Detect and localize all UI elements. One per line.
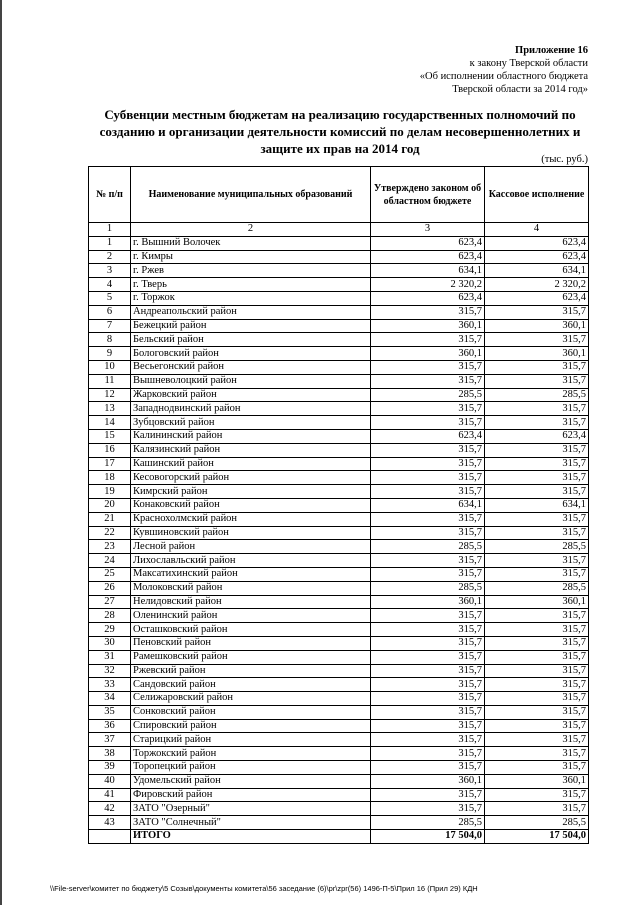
table-row	[89, 333, 589, 347]
municipality-name: Сандовский район	[131, 678, 371, 692]
row-number: 18	[89, 471, 131, 485]
row-number: 13	[89, 402, 131, 416]
title-line-3: защите их прав на 2014 год	[260, 141, 420, 156]
municipality-name: Торопецкий район	[131, 761, 371, 775]
municipality-name: Удомельский район	[131, 774, 371, 788]
table-row	[89, 636, 589, 650]
approved-amount: 315,7	[371, 305, 485, 319]
municipality-name: Кимрский район	[131, 485, 371, 499]
table-row	[89, 747, 589, 761]
header-executed: Кассовое исполнение	[485, 167, 589, 223]
approved-amount: 623,4	[371, 429, 485, 443]
executed-amount: 623,4	[485, 429, 589, 443]
executed-amount: 285,5	[485, 581, 589, 595]
row-number: 35	[89, 705, 131, 719]
approved-amount: 315,7	[371, 705, 485, 719]
municipality-name: Селижаровский район	[131, 692, 371, 706]
table-body	[89, 223, 589, 844]
row-number: 23	[89, 540, 131, 554]
title-line-1: Субвенции местным бюджетам на реализацию государственных полномочий по	[104, 107, 576, 122]
header-name: Наименование муниципальных образований	[131, 167, 371, 223]
row-number: 27	[89, 595, 131, 609]
row-number: 16	[89, 443, 131, 457]
approved-amount: 315,7	[371, 761, 485, 775]
executed-amount: 360,1	[485, 774, 589, 788]
header-num: № п/п	[89, 167, 131, 223]
table-row	[89, 498, 589, 512]
executed-amount: 360,1	[485, 595, 589, 609]
approved-amount: 315,7	[371, 747, 485, 761]
approved-amount: 315,7	[371, 554, 485, 568]
executed-amount: 315,7	[485, 443, 589, 457]
row-number: 15	[89, 429, 131, 443]
municipality-name: г. Торжок	[131, 291, 371, 305]
appendix-line-3: Тверской области за 2014 год»	[452, 84, 588, 95]
row-number: 7	[89, 319, 131, 333]
total-row	[89, 830, 589, 844]
row-number: 19	[89, 485, 131, 499]
approved-amount: 315,7	[371, 402, 485, 416]
row-number: 8	[89, 333, 131, 347]
approved-amount: 315,7	[371, 664, 485, 678]
total-label: ИТОГО	[131, 830, 371, 844]
executed-amount: 285,5	[485, 540, 589, 554]
total-approved: 17 504,0	[371, 830, 485, 844]
executed-amount: 315,7	[485, 567, 589, 581]
row-number: 32	[89, 664, 131, 678]
approved-amount: 315,7	[371, 416, 485, 430]
municipality-name: Вышневолоцкий район	[131, 374, 371, 388]
approved-amount: 360,1	[371, 774, 485, 788]
municipality-name: Пеновский район	[131, 636, 371, 650]
column-number: 3	[371, 223, 485, 237]
executed-amount: 285,5	[485, 816, 589, 830]
row-number: 1	[89, 236, 131, 250]
column-number-row	[89, 223, 589, 237]
row-number: 42	[89, 802, 131, 816]
municipality-name: Старицкий район	[131, 733, 371, 747]
approved-amount: 285,5	[371, 388, 485, 402]
approved-amount: 634,1	[371, 498, 485, 512]
municipality-name: Андреапольский район	[131, 305, 371, 319]
column-number: 1	[89, 223, 131, 237]
municipality-name: Зубцовский район	[131, 416, 371, 430]
row-number: 25	[89, 567, 131, 581]
table-row	[89, 374, 589, 388]
executed-amount: 315,7	[485, 761, 589, 775]
row-number: 21	[89, 512, 131, 526]
appendix-line-1: к закону Тверской области	[469, 58, 588, 69]
appendix-line-2: «Об исполнении областного бюджета	[419, 71, 588, 82]
approved-amount: 315,7	[371, 374, 485, 388]
table-row	[89, 416, 589, 430]
table-row	[89, 388, 589, 402]
approved-amount: 315,7	[371, 360, 485, 374]
table-row	[89, 526, 589, 540]
municipality-name: Конаковский район	[131, 498, 371, 512]
table-row	[89, 650, 589, 664]
row-number: 10	[89, 360, 131, 374]
municipality-name: ЗАТО "Озерный"	[131, 802, 371, 816]
executed-amount: 315,7	[485, 788, 589, 802]
approved-amount: 315,7	[371, 788, 485, 802]
appendix-header	[420, 44, 588, 96]
approved-amount: 285,5	[371, 581, 485, 595]
approved-amount: 315,7	[371, 512, 485, 526]
row-number: 26	[89, 581, 131, 595]
table-row	[89, 457, 589, 471]
municipality-name: Бологовский район	[131, 347, 371, 361]
executed-amount: 315,7	[485, 747, 589, 761]
row-number: 39	[89, 761, 131, 775]
approved-amount: 360,1	[371, 595, 485, 609]
row-number: 3	[89, 264, 131, 278]
municipality-name: Западнодвинский район	[131, 402, 371, 416]
table-row	[89, 733, 589, 747]
table-row	[89, 816, 589, 830]
approved-amount: 315,7	[371, 526, 485, 540]
executed-amount: 315,7	[485, 471, 589, 485]
approved-amount: 360,1	[371, 319, 485, 333]
table-row	[89, 305, 589, 319]
table-row	[89, 291, 589, 305]
row-number: 41	[89, 788, 131, 802]
municipality-name: Торжокский район	[131, 747, 371, 761]
executed-amount: 315,7	[485, 664, 589, 678]
executed-amount: 315,7	[485, 636, 589, 650]
approved-amount: 623,4	[371, 236, 485, 250]
municipality-name: Кувшиновский район	[131, 526, 371, 540]
row-number: 36	[89, 719, 131, 733]
executed-amount: 315,7	[485, 360, 589, 374]
municipality-name: Нелидовский район	[131, 595, 371, 609]
row-number: 4	[89, 278, 131, 292]
approved-amount: 285,5	[371, 816, 485, 830]
approved-amount: 315,7	[371, 567, 485, 581]
appendix-title: Приложение 16	[515, 45, 588, 56]
table-row	[89, 360, 589, 374]
approved-amount: 315,7	[371, 485, 485, 499]
municipality-name: г. Ржев	[131, 264, 371, 278]
executed-amount: 634,1	[485, 264, 589, 278]
approved-amount: 315,7	[371, 457, 485, 471]
approved-amount: 315,7	[371, 692, 485, 706]
subvention-table	[88, 166, 589, 844]
table-row	[89, 347, 589, 361]
executed-amount: 315,7	[485, 457, 589, 471]
table-row	[89, 402, 589, 416]
municipality-name: г. Кимры	[131, 250, 371, 264]
executed-amount: 315,7	[485, 416, 589, 430]
municipality-name: Спировский район	[131, 719, 371, 733]
executed-amount: 315,7	[485, 692, 589, 706]
table-row	[89, 250, 589, 264]
table-row	[89, 692, 589, 706]
table-row	[89, 581, 589, 595]
row-number: 43	[89, 816, 131, 830]
municipality-name: Максатихинский район	[131, 567, 371, 581]
approved-amount: 623,4	[371, 291, 485, 305]
column-number: 2	[131, 223, 371, 237]
municipality-name: г. Вышний Волочек	[131, 236, 371, 250]
municipality-name: Жарковский район	[131, 388, 371, 402]
approved-amount: 315,7	[371, 650, 485, 664]
row-number: 38	[89, 747, 131, 761]
table-row	[89, 264, 589, 278]
row-number: 29	[89, 623, 131, 637]
row-number: 40	[89, 774, 131, 788]
row-number: 31	[89, 650, 131, 664]
executed-amount: 360,1	[485, 347, 589, 361]
municipality-name: Оленинский район	[131, 609, 371, 623]
executed-amount: 360,1	[485, 319, 589, 333]
municipality-name: Рамешковский район	[131, 650, 371, 664]
approved-amount: 2 320,2	[371, 278, 485, 292]
executed-amount: 315,7	[485, 333, 589, 347]
approved-amount: 315,7	[371, 609, 485, 623]
table-row	[89, 678, 589, 692]
executed-amount: 623,4	[485, 291, 589, 305]
row-number: 6	[89, 305, 131, 319]
table-row	[89, 609, 589, 623]
executed-amount: 315,7	[485, 374, 589, 388]
table-row	[89, 319, 589, 333]
row-number: 28	[89, 609, 131, 623]
executed-amount: 315,7	[485, 705, 589, 719]
municipality-name: г. Тверь	[131, 278, 371, 292]
row-number: 33	[89, 678, 131, 692]
row-number: 14	[89, 416, 131, 430]
approved-amount: 623,4	[371, 250, 485, 264]
table-row	[89, 567, 589, 581]
table-row	[89, 719, 589, 733]
table-row	[89, 540, 589, 554]
table-row	[89, 485, 589, 499]
executed-amount: 315,7	[485, 554, 589, 568]
executed-amount: 315,7	[485, 512, 589, 526]
row-number: 30	[89, 636, 131, 650]
executed-amount: 634,1	[485, 498, 589, 512]
table-row	[89, 802, 589, 816]
approved-amount: 315,7	[371, 623, 485, 637]
row-number: 11	[89, 374, 131, 388]
executed-amount: 315,7	[485, 733, 589, 747]
approved-amount: 315,7	[371, 333, 485, 347]
municipality-name: Лесной район	[131, 540, 371, 554]
row-number: 34	[89, 692, 131, 706]
table-row	[89, 623, 589, 637]
table-row	[89, 278, 589, 292]
table-row	[89, 236, 589, 250]
municipality-name: Молоковский район	[131, 581, 371, 595]
title-line-2: созданию и организации деятельности комиссий по делам несовершеннолетних и	[99, 124, 581, 139]
municipality-name: Фировский район	[131, 788, 371, 802]
row-number: 5	[89, 291, 131, 305]
approved-amount: 360,1	[371, 347, 485, 361]
table-row	[89, 554, 589, 568]
executed-amount: 315,7	[485, 719, 589, 733]
approved-amount: 315,7	[371, 678, 485, 692]
municipality-name: Кесовогорский район	[131, 471, 371, 485]
row-number: 9	[89, 347, 131, 361]
municipality-name: Ржевский район	[131, 664, 371, 678]
executed-amount: 315,7	[485, 526, 589, 540]
units-label: (тыс. руб.)	[541, 154, 588, 165]
table-row	[89, 664, 589, 678]
row-number: 12	[89, 388, 131, 402]
approved-amount: 315,7	[371, 471, 485, 485]
table-row	[89, 443, 589, 457]
executed-amount: 315,7	[485, 678, 589, 692]
executed-amount: 315,7	[485, 802, 589, 816]
table-header-row	[89, 167, 589, 223]
table-row	[89, 429, 589, 443]
executed-amount: 315,7	[485, 623, 589, 637]
municipality-name: Весьегонский район	[131, 360, 371, 374]
approved-amount: 315,7	[371, 802, 485, 816]
executed-amount: 623,4	[485, 236, 589, 250]
executed-amount: 2 320,2	[485, 278, 589, 292]
row-number: 22	[89, 526, 131, 540]
table-row	[89, 471, 589, 485]
approved-amount: 315,7	[371, 719, 485, 733]
column-number: 4	[485, 223, 589, 237]
approved-amount: 315,7	[371, 636, 485, 650]
municipality-name: Бежецкий район	[131, 319, 371, 333]
table-row	[89, 761, 589, 775]
executed-amount: 315,7	[485, 402, 589, 416]
table-row	[89, 705, 589, 719]
table-row	[89, 774, 589, 788]
municipality-name: Осташковский район	[131, 623, 371, 637]
approved-amount: 315,7	[371, 733, 485, 747]
municipality-name: Сонковский район	[131, 705, 371, 719]
row-number: 20	[89, 498, 131, 512]
row-number: 24	[89, 554, 131, 568]
municipality-name: ЗАТО "Солнечный"	[131, 816, 371, 830]
municipality-name: Бельский район	[131, 333, 371, 347]
approved-amount: 634,1	[371, 264, 485, 278]
total-empty-cell	[89, 830, 131, 844]
executed-amount: 315,7	[485, 650, 589, 664]
row-number: 17	[89, 457, 131, 471]
municipality-name: Лихославльский район	[131, 554, 371, 568]
table-row	[89, 788, 589, 802]
header-approved: Утверждено законом об областном бюджете	[371, 167, 485, 223]
table-row	[89, 512, 589, 526]
executed-amount: 285,5	[485, 388, 589, 402]
row-number: 37	[89, 733, 131, 747]
municipality-name: Калязинский район	[131, 443, 371, 457]
executed-amount: 315,7	[485, 305, 589, 319]
page-left-edge	[0, 0, 2, 905]
row-number: 2	[89, 250, 131, 264]
executed-amount: 315,7	[485, 609, 589, 623]
executed-amount: 623,4	[485, 250, 589, 264]
approved-amount: 315,7	[371, 443, 485, 457]
executed-amount: 315,7	[485, 485, 589, 499]
municipality-name: Кашинский район	[131, 457, 371, 471]
document-title	[80, 106, 600, 157]
approved-amount: 285,5	[371, 540, 485, 554]
total-executed: 17 504,0	[485, 830, 589, 844]
file-path-footer: \\File-server\комитет по бюджету\5 Созыв\документы комитета\56 заседание (6)\pr\zpr(56) 1496-П-5\Прил 16 (Прил 29) КДН	[50, 884, 478, 893]
table-row	[89, 595, 589, 609]
municipality-name: Краснохолмский район	[131, 512, 371, 526]
municipality-name: Калининский район	[131, 429, 371, 443]
